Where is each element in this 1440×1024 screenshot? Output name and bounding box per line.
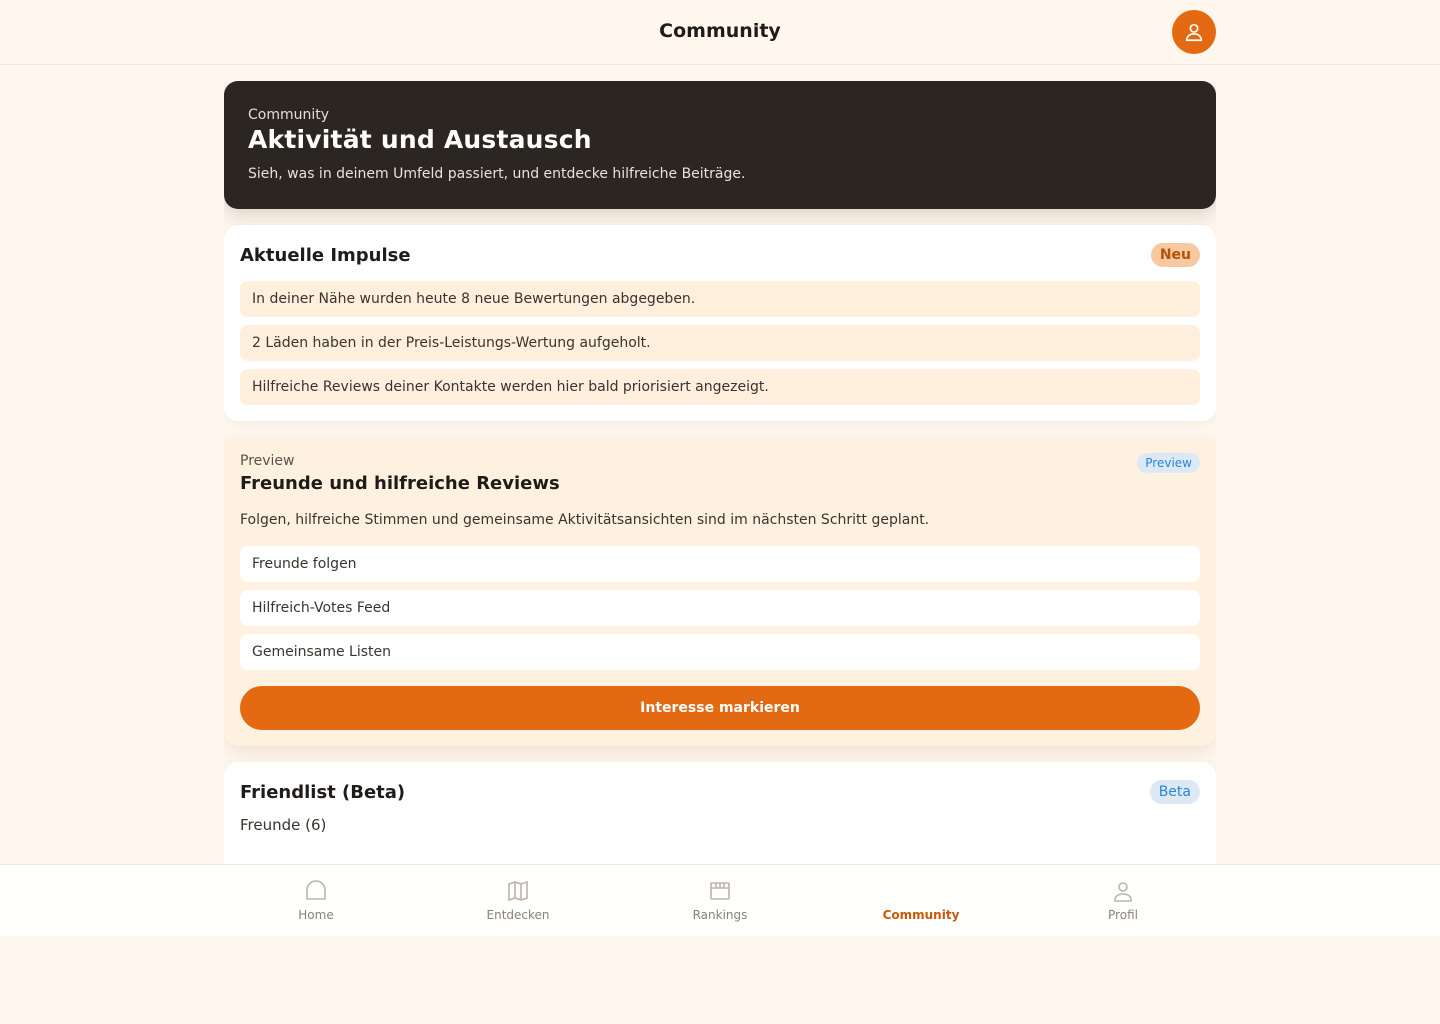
store-icon: [708, 879, 732, 903]
impulses-list: [240, 281, 1200, 405]
user-icon: [1183, 21, 1205, 43]
mark-interest-button[interactable]: Interesse markieren: [240, 686, 1200, 730]
preview-title: Freunde und hilfreiche Reviews: [240, 473, 560, 494]
beta-badge: Beta: [1150, 780, 1200, 804]
home-icon: [304, 879, 328, 903]
feature-item: Hilfreich-Votes Feed: [240, 590, 1200, 626]
friends-count: Freunde (6): [240, 816, 327, 834]
friendlist-title: Friendlist (Beta): [240, 781, 406, 803]
list-item: In deiner Nähe wurden heute 8 neue Bewertungen abgegeben.: [240, 281, 1200, 317]
nav-item-entdecken[interactable]: [458, 879, 578, 922]
impulses-card: [224, 225, 1216, 421]
nav-item-rankings[interactable]: [660, 879, 780, 922]
preview-description: Folgen, hilfreiche Stimmen und gemeinsame Aktivitätsansichten sind im nächsten Schritt geplant.: [240, 512, 930, 528]
nav-label: Rankings: [692, 908, 748, 922]
hero-banner: [224, 81, 1216, 209]
nav-label: Profil: [1108, 908, 1138, 922]
feature-item: Freunde folgen: [240, 546, 1200, 582]
hero-eyebrow: Community: [248, 107, 330, 123]
nav-item-profil[interactable]: [1063, 879, 1183, 922]
nav-label: Community: [882, 908, 960, 922]
nav-item-community[interactable]: [861, 879, 981, 922]
profile-button[interactable]: [1172, 10, 1216, 54]
preview-badge: Preview: [1137, 453, 1200, 473]
list-item: Hilfreiche Reviews deiner Kontakte werden hier bald priorisiert angezeigt.: [240, 369, 1200, 405]
nav-label: Entdecken: [486, 908, 550, 922]
nav-label: Home: [298, 908, 334, 922]
impulses-title: Aktuelle Impulse: [240, 244, 411, 266]
hero-subtitle: Sieh, was in deinem Umfeld passiert, und entdecke hilfreiche Beiträge.: [248, 166, 746, 182]
user-icon: [1111, 879, 1135, 903]
nav-item-home[interactable]: [256, 879, 376, 922]
page-title: Community: [659, 20, 781, 42]
feature-list: [240, 546, 1200, 670]
preview-card: [224, 437, 1216, 746]
new-badge: Neu: [1151, 243, 1200, 267]
community-icon: [909, 879, 933, 903]
top-bar: [0, 0, 1440, 65]
hero-title: Aktivität und Austausch: [248, 125, 592, 154]
main-content: [224, 81, 1216, 864]
friendlist-card: [224, 762, 1216, 864]
map-icon: [506, 879, 530, 903]
preview-eyebrow: Preview: [240, 453, 295, 469]
list-item: 2 Läden haben in der Preis-Leistungs-Wertung aufgeholt.: [240, 325, 1200, 361]
bottom-nav: [0, 864, 1440, 936]
feature-item: Gemeinsame Listen: [240, 634, 1200, 670]
